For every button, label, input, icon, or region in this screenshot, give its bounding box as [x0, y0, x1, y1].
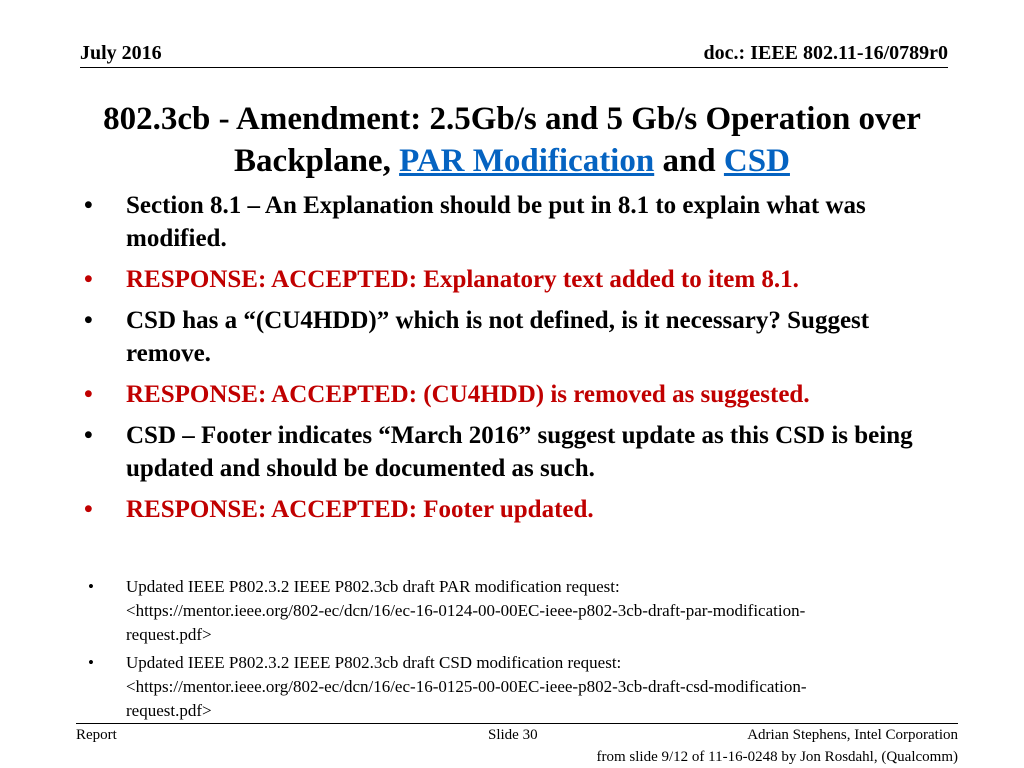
- bullet-item-response: [84, 493, 944, 526]
- bullet-text: CSD has a “(CU4HDD)” which is not defined, is it necessary? Suggest remove.: [126, 307, 870, 367]
- reference-url-end[interactable]: request.pdf>: [126, 701, 212, 720]
- footer-report: Report: [76, 727, 117, 743]
- bullet-item-response: [84, 378, 944, 411]
- slide-title: [60, 98, 964, 182]
- par-modification-link[interactable]: PAR Modification: [399, 143, 655, 179]
- footer-divider: [76, 723, 958, 724]
- bullet-item-response: [84, 263, 944, 296]
- header-date: July 2016: [80, 42, 162, 64]
- bullet-icon: •: [84, 192, 93, 219]
- bullet-icon: •: [84, 307, 93, 334]
- bullet-item: [84, 419, 944, 485]
- footer-source-note: from slide 9/12 of 11-16-0248 by Jon Rosdahl, (Qualcomm): [596, 749, 958, 765]
- footer-author: Adrian Stephens, Intel Corporation: [747, 727, 958, 743]
- bullet-icon: •: [88, 577, 94, 596]
- bullet-item: [84, 304, 944, 370]
- reference-url-end[interactable]: request.pdf>: [126, 625, 212, 644]
- title-and: and: [662, 143, 716, 179]
- reference-url[interactable]: <https://mentor.ieee.org/802-ec/dcn/16/ec-16-0124-00-00EC-ieee-p802-3cb-draft-par-modification-: [126, 601, 806, 620]
- title-prefix: Backplane,: [234, 143, 391, 179]
- footer-slide-number: Slide 30: [488, 727, 538, 743]
- reference-line: Updated IEEE P802.3.2 IEEE P802.3cb draft PAR modification request:: [126, 577, 620, 596]
- reference-list: [84, 575, 954, 727]
- bullet-text: RESPONSE: ACCEPTED: Footer updated.: [126, 496, 594, 523]
- comment-response-list: [84, 189, 944, 534]
- bullet-text: CSD – Footer indicates “March 2016” suggest update as this CSD is being updated and should be documented as such.: [126, 422, 913, 482]
- bullet-icon: •: [84, 266, 93, 293]
- header-doc-id: doc.: IEEE 802.11-16/0789r0: [703, 42, 948, 64]
- title-line-2: [60, 140, 964, 182]
- reference-line: Updated IEEE P802.3.2 IEEE P802.3cb draft CSD modification request:: [126, 653, 622, 672]
- bullet-icon: •: [88, 653, 94, 672]
- bullet-icon: •: [84, 496, 93, 523]
- bullet-icon: •: [84, 381, 93, 408]
- bullet-text: RESPONSE: ACCEPTED: (CU4HDD) is removed as suggested.: [126, 381, 810, 408]
- bullet-icon: •: [84, 422, 93, 449]
- reference-url[interactable]: <https://mentor.ieee.org/802-ec/dcn/16/ec-16-0125-00-00EC-ieee-p802-3cb-draft-csd-modification-: [126, 677, 807, 696]
- bullet-item: [84, 189, 944, 255]
- bullet-text: Section 8.1 – An Explanation should be put in 8.1 to explain what was modified.: [126, 192, 866, 252]
- reference-item: [84, 651, 954, 723]
- header-divider: [80, 67, 948, 68]
- bullet-text: RESPONSE: ACCEPTED: Explanatory text added to item 8.1.: [126, 266, 799, 293]
- title-line-1: 802.3cb - Amendment: 2.5Gb/s and 5 Gb/s Operation over: [103, 101, 921, 137]
- reference-item: [84, 575, 954, 647]
- csd-link[interactable]: CSD: [723, 143, 790, 179]
